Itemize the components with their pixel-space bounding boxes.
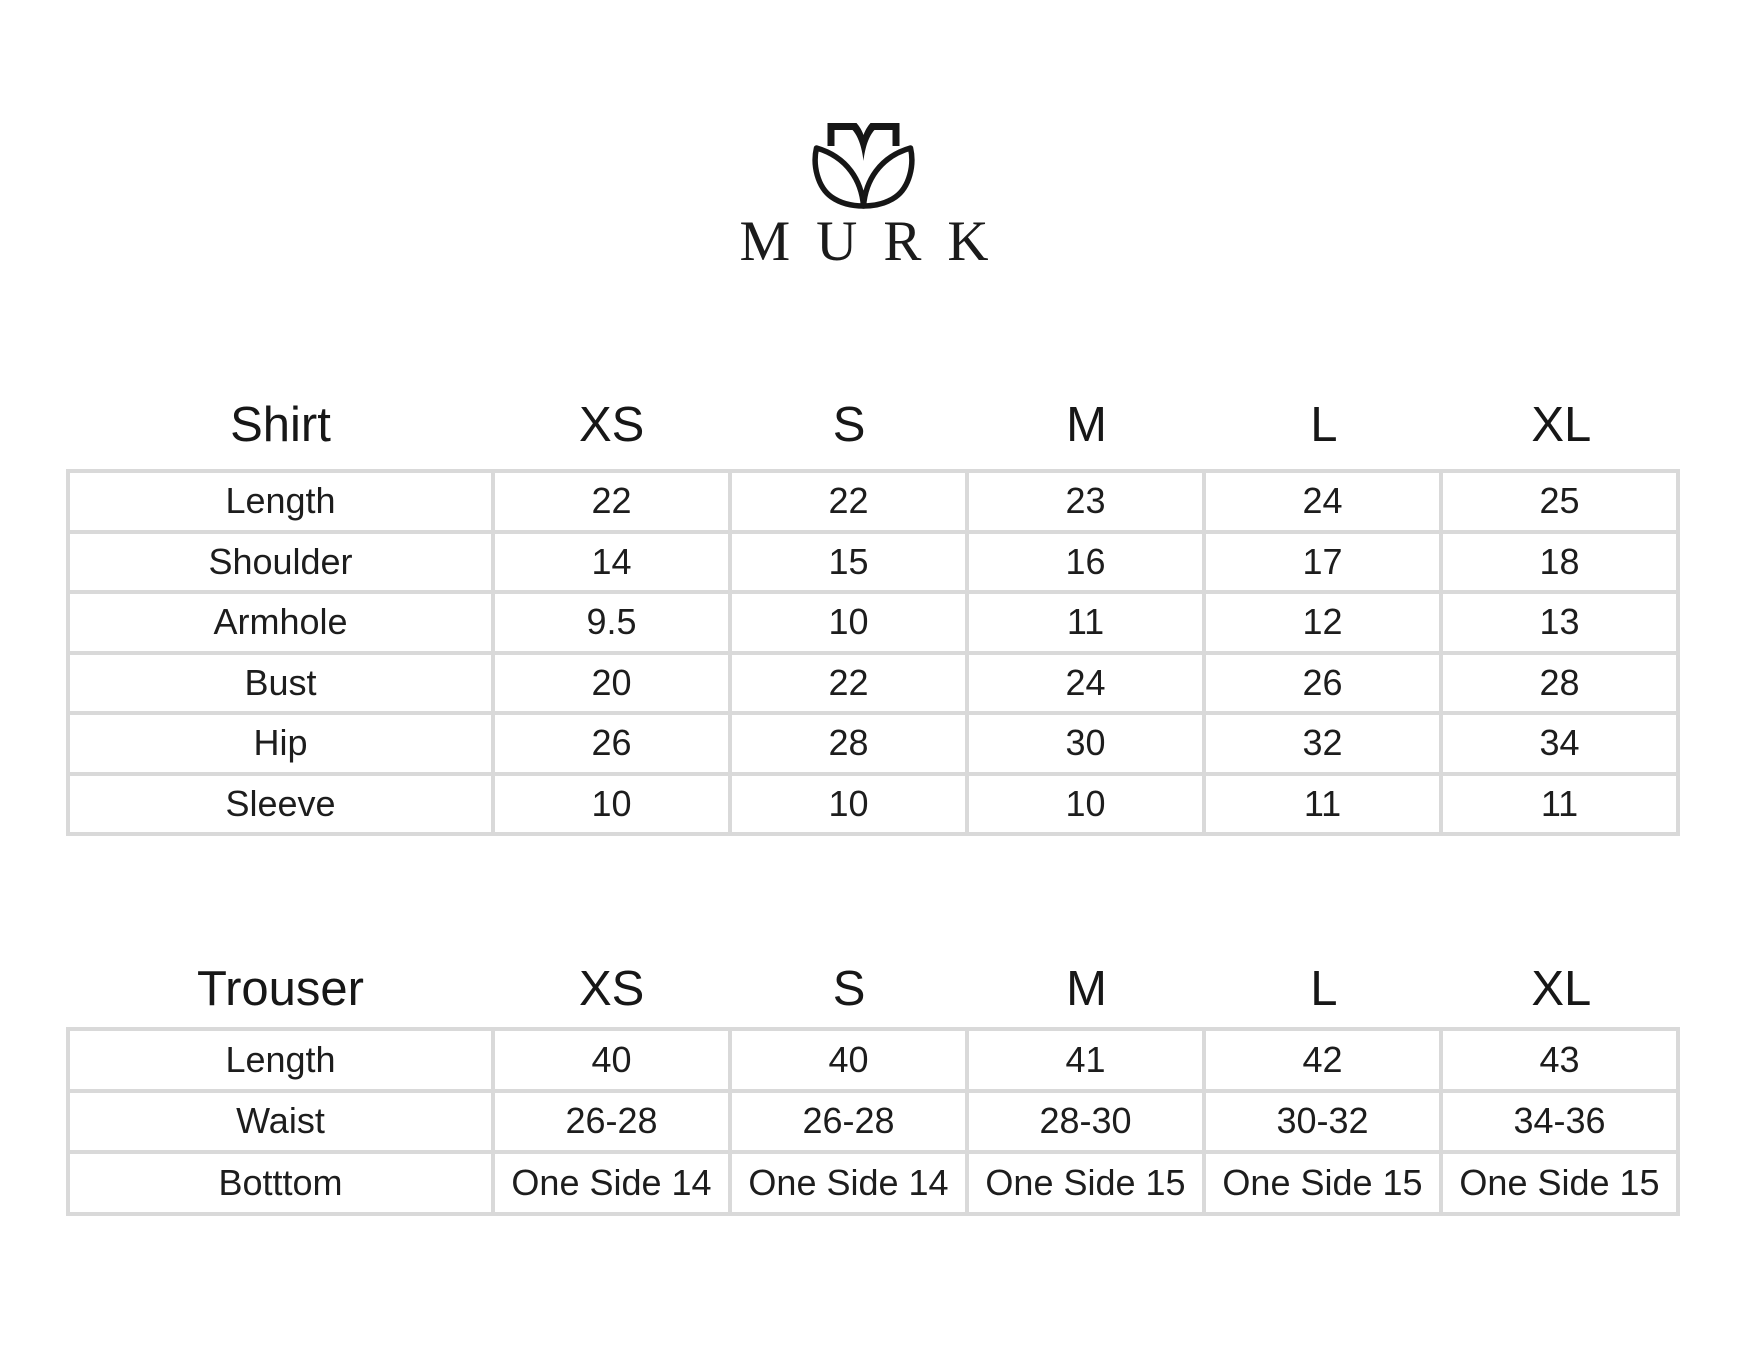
cell-value: One Side 15 bbox=[1204, 1152, 1441, 1214]
cell-value: 28-30 bbox=[967, 1091, 1204, 1153]
row-label: Bust bbox=[68, 653, 493, 714]
table-row bbox=[68, 1029, 1678, 1091]
cell-value: 13 bbox=[1441, 592, 1678, 653]
cell-value: One Side 15 bbox=[967, 1152, 1204, 1214]
cell-value: 24 bbox=[1204, 471, 1441, 532]
cell-value: One Side 14 bbox=[493, 1152, 730, 1214]
cell-value: One Side 14 bbox=[730, 1152, 967, 1214]
cell-value: 10 bbox=[493, 774, 730, 835]
cell-value: 10 bbox=[730, 774, 967, 835]
row-label: Shoulder bbox=[68, 532, 493, 593]
size-column-header: XS bbox=[579, 398, 645, 452]
shirt-header-row bbox=[68, 398, 1680, 452]
cell-value: 14 bbox=[493, 532, 730, 593]
size-column-header: S bbox=[832, 962, 866, 1016]
row-label: Armhole bbox=[68, 592, 493, 653]
row-label: Length bbox=[68, 1029, 493, 1091]
cell-value: 20 bbox=[493, 653, 730, 714]
cell-value: 28 bbox=[730, 713, 967, 774]
table-row bbox=[68, 1152, 1678, 1214]
row-label: Hip bbox=[68, 713, 493, 774]
size-column-header: XL bbox=[1531, 398, 1592, 452]
row-label: Sleeve bbox=[68, 774, 493, 835]
cell-value: 24 bbox=[967, 653, 1204, 714]
cell-value: 22 bbox=[493, 471, 730, 532]
cell-value: 11 bbox=[1204, 774, 1441, 835]
table-row bbox=[68, 532, 1678, 593]
table-row bbox=[68, 1091, 1678, 1153]
cell-value: 30-32 bbox=[1204, 1091, 1441, 1153]
cell-value: 17 bbox=[1204, 532, 1441, 593]
table-row bbox=[68, 713, 1678, 774]
trouser-header-row bbox=[68, 962, 1680, 1016]
size-column-header: XL bbox=[1531, 962, 1592, 1016]
cell-value: 9.5 bbox=[493, 592, 730, 653]
cell-value: 26-28 bbox=[493, 1091, 730, 1153]
cell-value: 43 bbox=[1441, 1029, 1678, 1091]
cell-value: 34-36 bbox=[1441, 1091, 1678, 1153]
cell-value: 34 bbox=[1441, 713, 1678, 774]
section-title: Trouser bbox=[196, 962, 364, 1016]
size-column-header: XS bbox=[579, 962, 645, 1016]
cell-value: 18 bbox=[1441, 532, 1678, 593]
cell-value: 11 bbox=[1441, 774, 1678, 835]
table-row bbox=[68, 774, 1678, 835]
cell-value: One Side 15 bbox=[1441, 1152, 1678, 1214]
table-row bbox=[68, 471, 1678, 532]
cell-value: 23 bbox=[967, 471, 1204, 532]
shirt-size-table bbox=[66, 469, 1680, 836]
cell-value: 12 bbox=[1204, 592, 1441, 653]
size-column-header: M bbox=[1066, 962, 1107, 1016]
size-column-header: M bbox=[1066, 398, 1107, 452]
cell-value: 26-28 bbox=[730, 1091, 967, 1153]
brand-name: MURK bbox=[739, 210, 1015, 273]
cell-value: 41 bbox=[967, 1029, 1204, 1091]
row-label: Length bbox=[68, 471, 493, 532]
table-row bbox=[68, 592, 1678, 653]
cell-value: 10 bbox=[967, 774, 1204, 835]
tulip-logo-icon bbox=[811, 121, 916, 213]
cell-value: 10 bbox=[730, 592, 967, 653]
cell-value: 42 bbox=[1204, 1029, 1441, 1091]
section-title: Shirt bbox=[230, 398, 331, 452]
cell-value: 26 bbox=[1204, 653, 1441, 714]
size-column-header: S bbox=[832, 398, 866, 452]
trouser-size-table bbox=[66, 1027, 1680, 1216]
size-column-header: L bbox=[1310, 962, 1338, 1016]
cell-value: 40 bbox=[493, 1029, 730, 1091]
table-row bbox=[68, 653, 1678, 714]
cell-value: 22 bbox=[730, 653, 967, 714]
cell-value: 15 bbox=[730, 532, 967, 593]
cell-value: 11 bbox=[967, 592, 1204, 653]
cell-value: 25 bbox=[1441, 471, 1678, 532]
cell-value: 22 bbox=[730, 471, 967, 532]
cell-value: 40 bbox=[730, 1029, 967, 1091]
cell-value: 30 bbox=[967, 713, 1204, 774]
cell-value: 32 bbox=[1204, 713, 1441, 774]
cell-value: 16 bbox=[967, 532, 1204, 593]
row-label: Waist bbox=[68, 1091, 493, 1153]
row-label: Botttom bbox=[68, 1152, 493, 1214]
cell-value: 26 bbox=[493, 713, 730, 774]
size-column-header: L bbox=[1310, 398, 1338, 452]
cell-value: 28 bbox=[1441, 653, 1678, 714]
